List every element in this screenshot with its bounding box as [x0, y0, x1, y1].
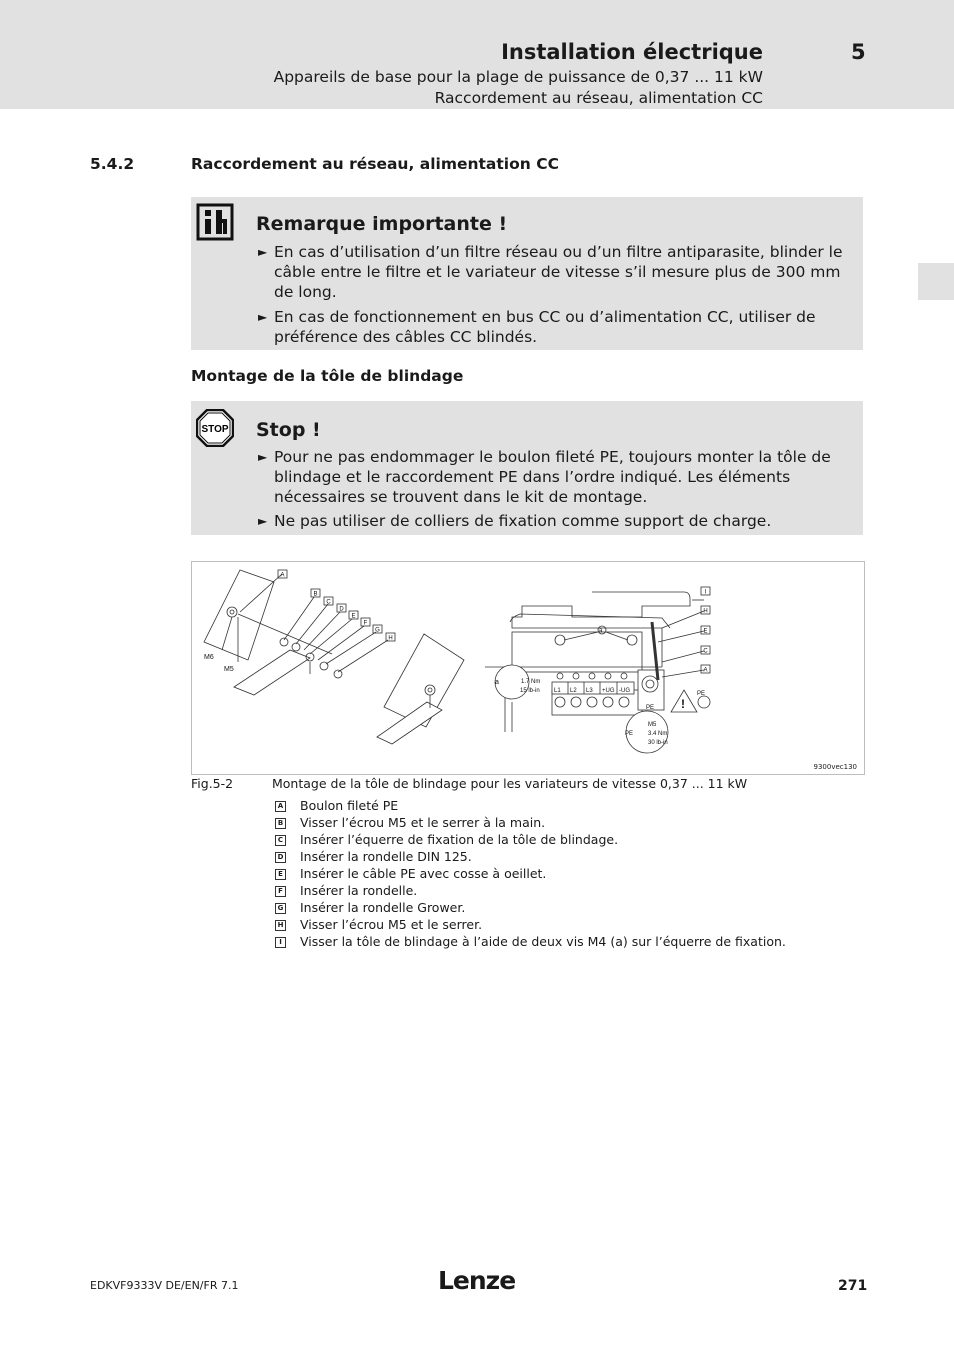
svg-text:D: D	[339, 606, 344, 613]
lenze-logo: Lenze	[438, 1266, 516, 1295]
svg-text:H: H	[703, 608, 708, 615]
chapter-side-tab	[918, 263, 954, 300]
header-subtitle-1: Appareils de base pour la plage de puissance de 0,37 ... 11 kW	[273, 68, 763, 86]
legend-item: B Visser l’écrou M5 et le serrer à la main.	[275, 815, 835, 832]
svg-text:C: C	[326, 599, 331, 606]
svg-text:-UG: -UG	[619, 688, 630, 694]
stop-bullet-1: ► Pour ne pas endommager le boulon fileté PE, toujours monter la tôle de blindage et le raccordement PE dans l’ordre indiqué. Les éléments nécessaires se trouvent dans le kit de montage.	[258, 448, 831, 506]
legend-item: E Insérer le câble PE avec cosse à oeillet.	[275, 866, 835, 883]
legend-item: C Insérer l’équerre de fixation de la tôle de blindage.	[275, 832, 835, 849]
svg-text:E: E	[703, 628, 708, 635]
svg-text:a: a	[495, 679, 499, 686]
svg-text:I: I	[704, 589, 707, 596]
legend-item: I Visser la tôle de blindage à l’aide de deux vis M4 (a) sur l’équerre de fixation.	[275, 934, 835, 951]
section-number: 5.4.2	[90, 155, 135, 173]
stop-warning-box	[191, 401, 863, 535]
stop-bullet-2: ► Ne pas utiliser de colliers de fixation comme support de charge.	[258, 512, 772, 530]
svg-text:F: F	[363, 620, 368, 627]
legend-item: D Insérer la rondelle DIN 125.	[275, 849, 835, 866]
mounting-diagram	[192, 562, 864, 774]
svg-text:M5: M5	[648, 722, 657, 728]
section-title: Raccordement au réseau, alimentation CC	[191, 155, 559, 173]
chapter-number: 5	[851, 40, 866, 64]
legend-item: H Visser l’écrou M5 et le serrer.	[275, 917, 835, 934]
note-title: Remarque importante !	[256, 213, 508, 235]
svg-text:PE: PE	[625, 731, 634, 737]
svg-text:PE: PE	[646, 705, 655, 711]
figure-label: Fig.5-2	[191, 776, 234, 791]
svg-text:E: E	[351, 613, 356, 620]
header-subtitle-2: Raccordement au réseau, alimentation CC	[434, 89, 763, 107]
stop-title: Stop !	[256, 419, 321, 441]
legend-item: G Insérer la rondelle Grower.	[275, 900, 835, 917]
subheading: Montage de la tôle de blindage	[191, 367, 464, 385]
callout-keys-left-text	[280, 573, 392, 642]
svg-text:15 lb-in: 15 lb-in	[520, 688, 540, 694]
svg-text:!: !	[681, 697, 685, 711]
svg-text:B: B	[313, 591, 318, 598]
svg-text:A: A	[280, 572, 285, 579]
stop-sign-icon	[196, 409, 234, 447]
mounting-figure	[191, 561, 865, 775]
svg-text:C: C	[703, 648, 708, 655]
svg-text:1.7 Nm: 1.7 Nm	[521, 679, 541, 685]
info-icon	[196, 203, 234, 241]
figure-legend	[275, 798, 835, 951]
svg-text:a: a	[599, 628, 603, 634]
legend-item: F Insérer la rondelle.	[275, 883, 835, 900]
svg-text:30 lb-in: 30 lb-in	[648, 740, 668, 746]
svg-text:STOP: STOP	[201, 424, 229, 435]
svg-text:G: G	[375, 627, 380, 634]
page-title: Installation électrique	[501, 40, 763, 64]
note-bullet-2: ► En cas de fonctionnement en bus CC ou d’alimentation CC, utiliser de préférence des câbles CC blindés.	[258, 308, 816, 346]
svg-text:L1: L1	[554, 688, 561, 694]
terminal-view	[485, 589, 710, 753]
svg-text:L2: L2	[570, 688, 577, 694]
svg-text:L3: L3	[586, 688, 593, 694]
note-bullet-1: ► En cas d’utilisation d’un filtre réseau ou d’un filtre antiparasite, blinder le câble entre le filtre et le variateur de vitesse s’il mesure plus de 300 mm de long.	[258, 243, 843, 301]
figure-caption: Montage de la tôle de blindage pour les variateurs de vitesse 0,37 ... 11 kW	[272, 776, 748, 791]
bullet-arrow-icon: ►	[258, 245, 268, 259]
document-id: EDKVF9333V DE/EN/FR 7.1	[90, 1279, 239, 1292]
figure-code: 9300vec130	[813, 763, 857, 771]
callout-keys-right-text	[703, 590, 708, 674]
exploded-view	[204, 570, 464, 744]
legend-item: A Boulon fileté PE	[275, 798, 835, 815]
svg-text:PE: PE	[697, 691, 706, 697]
important-note-box	[191, 197, 863, 350]
m5-label: M5	[224, 666, 234, 673]
m6-label: M6	[204, 654, 214, 661]
bullet-arrow-icon: ►	[258, 450, 268, 464]
svg-text:A: A	[703, 667, 708, 674]
svg-text:H: H	[388, 635, 393, 642]
svg-text:3.4 Nm: 3.4 Nm	[648, 731, 668, 737]
exploded-view-labels	[204, 654, 234, 673]
page-number: 271	[838, 1278, 868, 1294]
bullet-arrow-icon: ►	[258, 310, 268, 324]
bullet-arrow-icon: ►	[258, 514, 268, 528]
svg-text:+UG: +UG	[602, 688, 615, 694]
